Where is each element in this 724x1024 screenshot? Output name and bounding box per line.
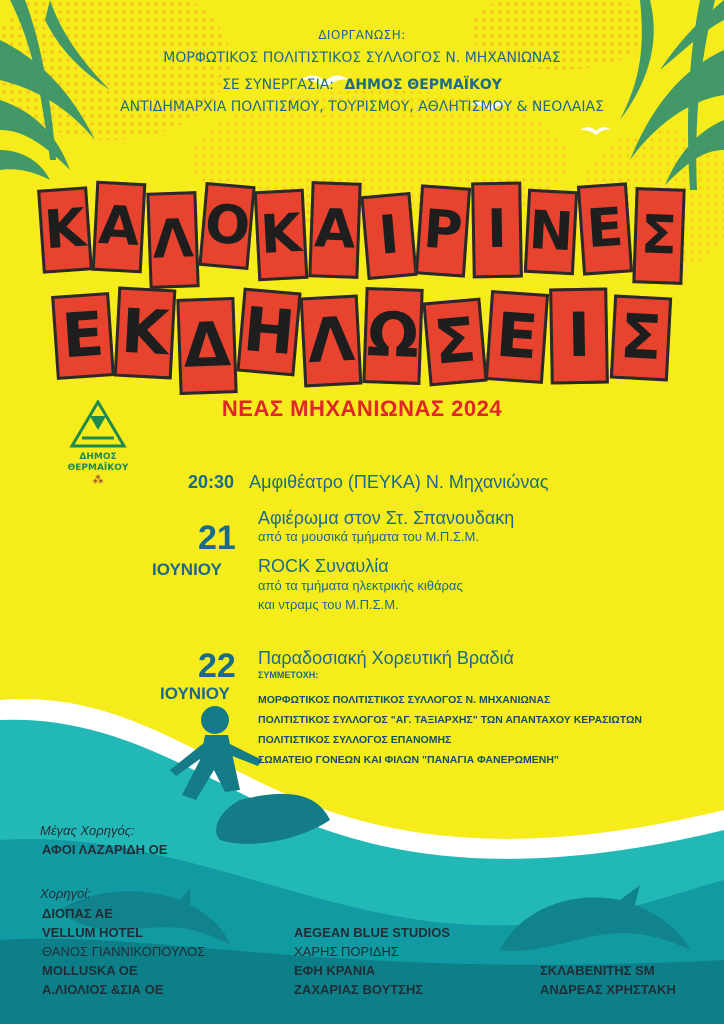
title-letter: Ε: [59, 298, 107, 373]
logo-line-1: ΔΗΜΟΣ: [79, 452, 117, 462]
sponsors-column-2: [294, 923, 450, 999]
title-letter-tile: [198, 182, 255, 270]
sponsors-column-1: [42, 904, 205, 999]
participants-list: [258, 690, 642, 770]
title-letter-tile: [300, 295, 363, 388]
department-line: ΑΝΤΙΔΗΜΑΡΧΙΑ ΠΟΛΙΤΙΣΜΟΥ, ΤΟΥΡΙΣΜΟΥ, ΑΘΛΗΤΙΣΜΟΥ & ΝΕΟΛΑΙΑΣ: [120, 99, 604, 115]
sponsor-name: ΣΚΛΑΒΕΝΙΤΗΣ SM: [540, 963, 655, 978]
title-letter-tile: [308, 181, 361, 279]
title-line-1: [0, 182, 724, 294]
day1-event1-desc: από τα μουσικά τμήματα του Μ.Π.Σ.Μ.: [258, 529, 479, 544]
sponsor-name: ΔΙΟΠΑΣ ΑΕ: [42, 906, 113, 921]
title-letter-tile: [114, 287, 177, 380]
title-letter: Ω: [365, 299, 421, 372]
title-letter: Κ: [258, 202, 304, 267]
municipality-logo: [56, 400, 140, 486]
day1-month: ΙΟΥΝΙΟΥ: [152, 560, 222, 579]
title-line-2: [0, 288, 724, 400]
day1-date: 21: [198, 519, 236, 557]
sponsor-name: ΧΑΡΗΣ ΠΟΡΙΔΗΣ: [294, 944, 399, 959]
title-letter-tile: [610, 295, 672, 382]
sponsor-name: ΖΑΧΑΡΙΑΣ ΒΟΥΤΣΗΣ: [294, 982, 424, 997]
partner-line: [0, 77, 724, 93]
organizer-label: ΔΙΟΡΓΑΝΩΣΗ:: [318, 28, 406, 42]
venue-place: Αμφιθέατρο (ΠΕΥΚΑ) Ν. Μηχανιώνας: [249, 472, 549, 492]
title-letter: Σ: [618, 300, 664, 375]
logo-mark-icon: [68, 400, 128, 448]
title-letter-tile: [524, 189, 578, 276]
day2-event-title: Παραδοσιακή Χορευτική Βραδιά: [258, 648, 514, 668]
venue-time: 20:30: [188, 472, 235, 492]
participant-item: ΠΟΛΙΤΙΣΤΙΚΟΣ ΣΥΛΛΟΓΟΣ "ΑΓ. ΤΑΞΙΑΡΧΗΣ" ΤΩΝ ΑΠΑΝΤΑΧΟΥ ΚΕΡΑΣΙΩΤΩΝ: [258, 714, 642, 726]
day1-event2-desc1: από τα τμήματα ηλεκτρικής κιθάρας: [258, 578, 463, 593]
sponsor-name: Α.ΛΙΟΛΙΟΣ &ΣΙΑ ΟΕ: [42, 982, 164, 997]
title-letter-tile: [236, 288, 301, 377]
title-letter: Ι: [567, 299, 591, 372]
title-letter-tile: [422, 298, 487, 387]
title-letter-tile: [254, 189, 309, 281]
title-letter: Ε: [493, 299, 541, 374]
title-letter-tile: [92, 181, 147, 273]
title-letter: Σ: [639, 204, 679, 267]
title-letter: Δ: [182, 309, 232, 382]
day2-month: ΙΟΥΝΙΟΥ: [160, 684, 230, 703]
title-letter: Α: [96, 194, 142, 259]
title-letter-tile: [549, 288, 609, 385]
title-letter-tile: [362, 287, 423, 385]
title-letter: Ι: [486, 198, 508, 261]
title-letter-tile: [485, 290, 549, 384]
partner-name: ΔΗΜΟΣ ΘΕΡΜΑΪΚΟΥ: [344, 77, 502, 93]
title-letter: Α: [313, 198, 357, 261]
sponsor-name: AEGEAN BLUE STUDIOS: [294, 925, 451, 940]
sponsor-name: ΕΦΗ ΚΡΑΝΙΑ: [294, 963, 376, 978]
sponsor-name: ΑΝΔΡΕΑΣ ΧΡΗΣΤΑΚΗ: [540, 982, 676, 997]
title-letter-tile: [632, 187, 685, 285]
day1-event2-desc2: και ντραμς του Μ.Π.Σ.Μ.: [258, 597, 399, 612]
title-letter-tile: [146, 191, 199, 289]
title-letter: Κ: [42, 197, 88, 262]
title-letter: Ι: [376, 204, 402, 267]
participation-label: ΣΥΜΜΕΤΟΧΗ:: [258, 670, 319, 680]
sponsors-column-3: [540, 961, 676, 999]
title-letter: Σ: [431, 304, 479, 379]
title-letter-tile: [51, 292, 115, 380]
title-letter-tile: [471, 182, 523, 279]
day1-event2-title: ROCK Συναυλία: [258, 556, 389, 576]
title-letter-tile: [415, 184, 471, 277]
day1-event1-title: Αφιέρωμα στον Στ. Σπανουδακη: [258, 508, 515, 528]
day2-date: 22: [198, 647, 236, 685]
subtitle: ΝΕΑΣ ΜΗΧΑΝΙΩΝΑΣ 2024: [221, 396, 503, 421]
sponsors-label: Χορηγοί:: [40, 886, 91, 901]
participant-item: ΣΩΜΑΤΕΙΟ ΓΟΝΕΩΝ ΚΑΙ ΦΙΛΩΝ "ΠΑΝΑΓΙΑ ΦΑΝΕΡΩΜΕΝΗ": [258, 754, 559, 766]
participant-item: ΠΟΛΙΤΙΣΤΙΚΟΣ ΣΥΛΛΟΓΟΣ ΕΠΑΝΟΜΗΣ: [258, 734, 452, 746]
main-sponsor-label: Μέγας Χορηγός:: [40, 823, 135, 838]
title-letter: Ε: [584, 196, 626, 261]
main-sponsor: ΑΦΟΙ ΛΑΖΑΡΙΔΗ ΟΕ: [42, 842, 168, 857]
title-letter-tile: [360, 192, 417, 280]
title-letter-tile: [176, 297, 237, 395]
venue-line: [188, 472, 548, 493]
title-letter: Λ: [305, 303, 357, 378]
partner-label: ΣΕ ΣΥΝΕΡΓΑΣΙΑ:: [222, 77, 335, 93]
organizer-name: ΜΟΡΦΩΤΙΚΟΣ ΠΟΛΙΤΙΣΤΙΚΟΣ ΣΥΛΛΟΓΟΣ Ν. ΜΗΧΑΝΙΩΝΑΣ: [163, 50, 561, 66]
title-letter: Ο: [202, 193, 253, 258]
logo-line-2: ΘΕΡΜΑΪΚΟΥ: [67, 463, 129, 473]
title-letter-tile: [577, 182, 633, 275]
title-letter: Η: [240, 293, 298, 370]
sponsor-name: VELLUM HOTEL: [42, 925, 144, 940]
title-letter: Ν: [527, 199, 575, 264]
title-letter-tile: [37, 186, 93, 273]
sponsor-name: ΘΑΝΟΣ ΓΙΑΝΝΙΚΟΠΟΥΛΟΣ: [42, 944, 206, 959]
title-letter: Ρ: [421, 198, 465, 263]
title-letter: Κ: [119, 295, 171, 370]
title-letter: Λ: [151, 208, 195, 271]
participant-item: ΜΟΡΦΩΤΙΚΟΣ ΠΟΛΙΤΙΣΤΙΚΟΣ ΣΥΛΛΟΓΟΣ Ν. ΜΗΧΑΝΙΩΝΑΣ: [258, 694, 551, 706]
grape-icon: ⁂: [92, 473, 104, 486]
sponsor-name: MOLLUSKA ΟΕ: [42, 963, 138, 978]
